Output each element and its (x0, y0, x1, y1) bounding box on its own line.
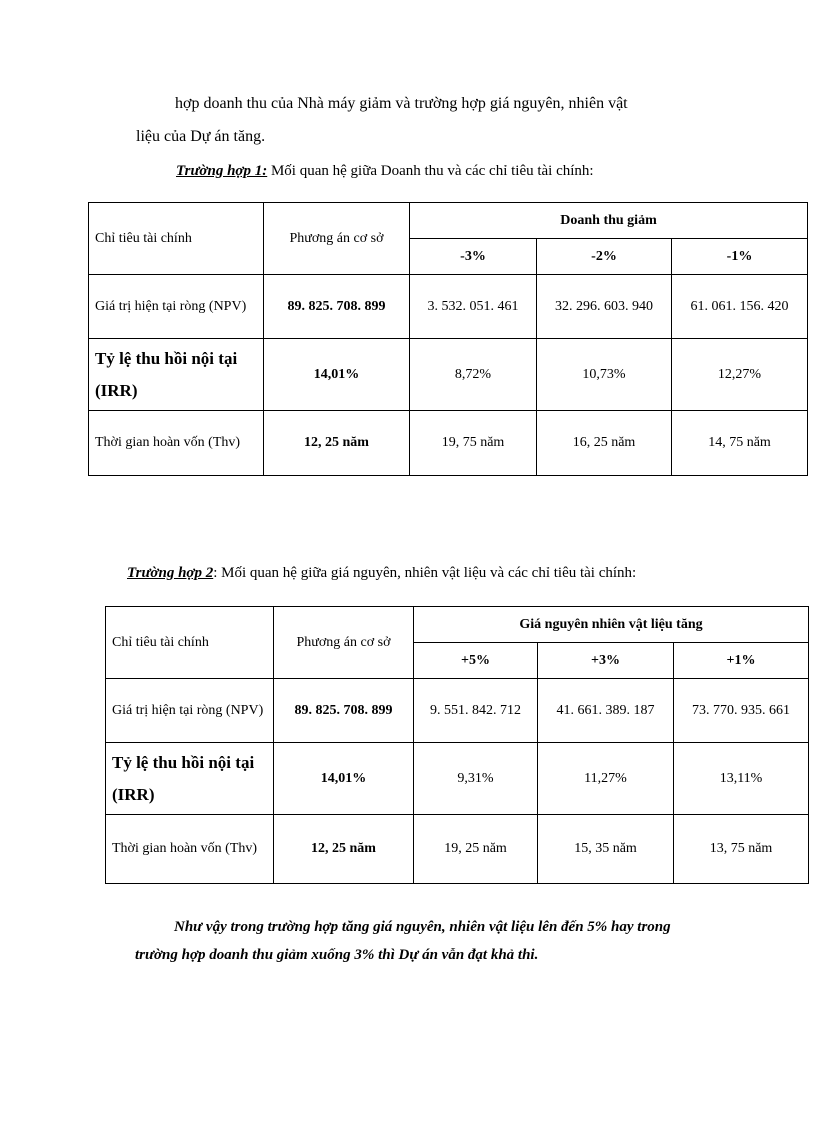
cell-value: 14, 75 năm (672, 411, 808, 476)
intro-line-1: hợp doanh thu của Nhà máy giảm và trường hợp giá nguyên, nhiên vật (175, 95, 628, 112)
row-label: Tỷ lệ thu hồi nội tại (IRR) (89, 339, 264, 411)
col-header: +1% (674, 643, 809, 679)
cell-value: 3. 532. 051. 461 (410, 275, 537, 339)
table-row (106, 815, 809, 884)
header-indicator: Chỉ tiêu tài chính (89, 203, 264, 275)
row-label: Thời gian hoàn vốn (Thv) (106, 815, 274, 884)
cell-value: 16, 25 năm (537, 411, 672, 476)
table-row (89, 339, 808, 411)
case1-text: Mối quan hệ giữa Doanh thu và các chỉ tiêu tài chính: (267, 163, 594, 179)
base-value: 89. 825. 708. 899 (274, 679, 414, 743)
case1-table (88, 202, 808, 476)
conclusion-line-2: trường hợp doanh thu giảm xuống 3% thì Dự án vẫn đạt khả thi. (135, 947, 539, 963)
base-value: 89. 825. 708. 899 (264, 275, 410, 339)
header-base: Phương án cơ sở (274, 607, 414, 679)
cell-value: 12,27% (672, 339, 808, 411)
cell-value: 10,73% (537, 339, 672, 411)
table-row (89, 411, 808, 476)
base-value: 14,01% (264, 339, 410, 411)
case1-label: Trường hợp 1: (176, 163, 268, 179)
table-row (106, 679, 809, 743)
cell-value: 13,11% (674, 743, 809, 815)
case2-table (105, 606, 809, 884)
table-row (106, 743, 809, 815)
cell-value: 11,27% (538, 743, 674, 815)
cell-value: 73. 770. 935. 661 (674, 679, 809, 743)
case2-caption (127, 563, 636, 583)
cell-value: 9. 551. 842. 712 (414, 679, 538, 743)
cell-value: 15, 35 năm (538, 815, 674, 884)
cell-value: 32. 296. 603. 940 (537, 275, 672, 339)
header-group: Giá nguyên nhiên vật liệu tăng (414, 607, 809, 643)
row-label: Tỷ lệ thu hồi nội tại (IRR) (106, 743, 274, 815)
col-header: -2% (537, 239, 672, 275)
base-value: 12, 25 năm (274, 815, 414, 884)
cell-value: 9,31% (414, 743, 538, 815)
cell-value: 8,72% (410, 339, 537, 411)
cell-value: 41. 661. 389. 187 (538, 679, 674, 743)
intro-line-2: liệu của Dự án tăng. (136, 128, 266, 145)
case2-text: : Mối quan hệ giữa giá nguyên, nhiên vật liệu và các chỉ tiêu tài chính: (213, 565, 637, 581)
base-value: 14,01% (274, 743, 414, 815)
col-header: +3% (538, 643, 674, 679)
cell-value: 13, 75 năm (674, 815, 809, 884)
cell-value: 19, 75 năm (410, 411, 537, 476)
table-row (89, 275, 808, 339)
header-base: Phương án cơ sở (264, 203, 410, 275)
header-group: Doanh thu giảm (410, 203, 808, 239)
case2-label: Trường hợp 2 (127, 565, 214, 581)
conclusion-line-1: Như vậy trong trường hợp tăng giá nguyên, nhiên vật liệu lên đến 5% hay trong (174, 919, 671, 935)
cell-value: 19, 25 năm (414, 815, 538, 884)
col-header: +5% (414, 643, 538, 679)
col-header: -3% (410, 239, 537, 275)
col-header: -1% (672, 239, 808, 275)
row-label: Giá trị hiện tại ròng (NPV) (106, 679, 274, 743)
case1-caption (176, 161, 594, 181)
cell-value: 61. 061. 156. 420 (672, 275, 808, 339)
header-indicator: Chỉ tiêu tài chính (106, 607, 274, 679)
base-value: 12, 25 năm (264, 411, 410, 476)
row-label: Thời gian hoàn vốn (Thv) (89, 411, 264, 476)
row-label: Giá trị hiện tại ròng (NPV) (89, 275, 264, 339)
